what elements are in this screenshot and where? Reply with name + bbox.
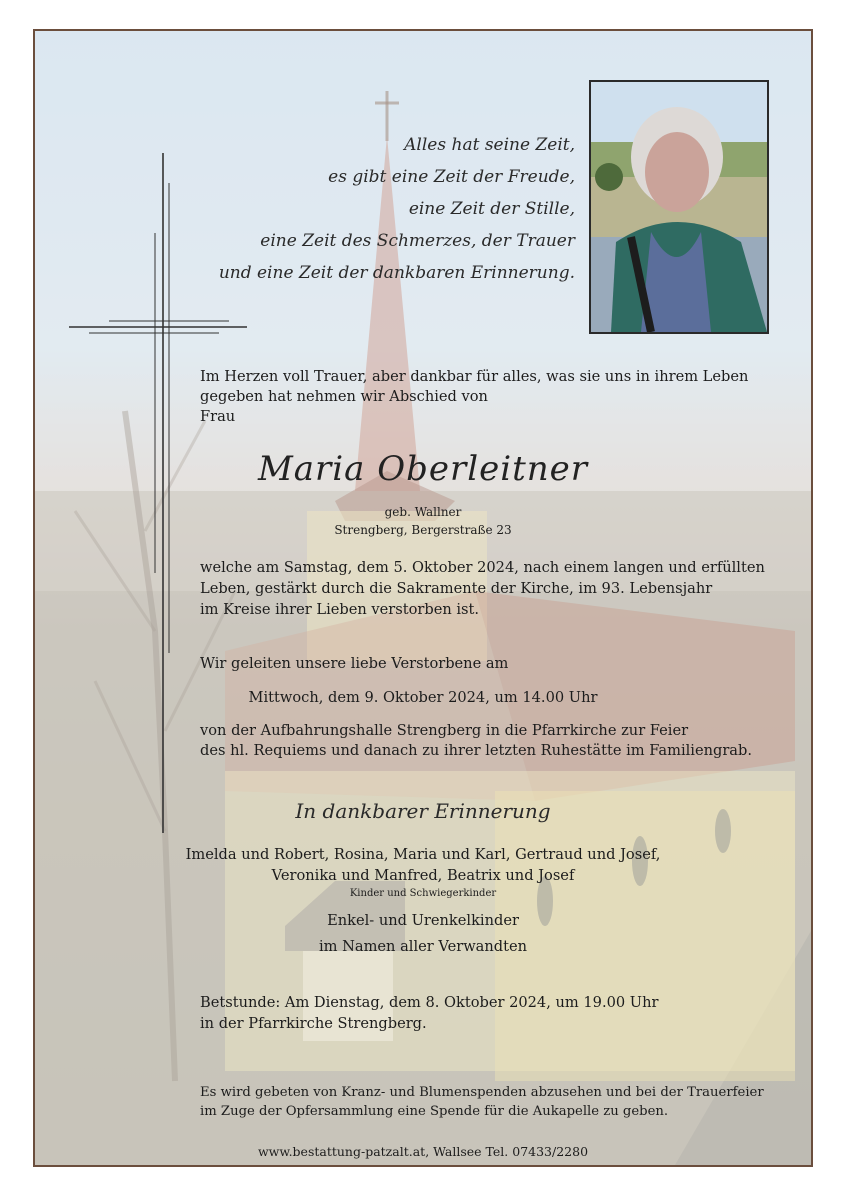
prayer-line: in der Pfarrkirche Strengberg. [200, 1015, 427, 1032]
donation-line: Es wird gebeten von Kranz- und Blumenspenden abzusehen und bei der Trauerfeier [200, 1085, 764, 1100]
intro-line: Frau [200, 408, 236, 425]
mourners-line: im Namen aller Verwandten [318, 938, 528, 955]
mourners-relation: Kinder und Schwiegerkinder [349, 888, 497, 899]
donation-line: im Zuge der Opfersammlung eine Spende für die Aukapelle zu geben. [200, 1104, 669, 1119]
funeral-date: Mittwoch, dem 9. Oktober 2024, um 14.00 Uhr [248, 689, 598, 706]
funeral-intro: Wir geleiten unsere liebe Verstorbene am [200, 655, 509, 672]
mourners-line: Imelda und Robert, Rosina, Maria und Karl, Gertraud und Josef, [185, 846, 661, 863]
death-text-line: im Kreise ihrer Lieben verstorben ist. [200, 601, 480, 618]
intro-line: gegeben hat nehmen wir Abschied von [200, 388, 488, 405]
quote-line: eine Zeit der Stille, [408, 199, 575, 219]
portrait-photo [589, 80, 769, 334]
quote-line: und eine Zeit der dankbaren Erinnerung. [218, 263, 575, 283]
intro-line: Im Herzen voll Trauer, aber dankbar für alles, was sie uns in ihrem Leben [200, 368, 749, 385]
quote-line: es gibt eine Zeit der Freude, [328, 167, 575, 187]
quote-line: eine Zeit des Schmerzes, der Trauer [260, 231, 575, 251]
quote-block [175, 129, 575, 289]
funeral-line: des hl. Requiems und danach zu ihrer letzten Ruhestätte im Familiengrab. [200, 742, 752, 759]
death-text-line: Leben, gestärkt durch die Sakramente der Kirche, im 93. Lebensjahr [200, 580, 713, 597]
footer-contact: www.bestattung-patzalt.at, Wallsee Tel. 07433/2280 [257, 1144, 589, 1159]
birth-name: geb. Wallner [384, 505, 462, 519]
mourners-line: Enkel- und Urenkelkinder [327, 912, 519, 929]
death-text-line: welche am Samstag, dem 5. Oktober 2024, nach einem langen und erfüllten [200, 559, 765, 576]
quote-line: Alles hat seine Zeit, [404, 135, 575, 155]
mourners-heading: In dankbarer Erinnerung [295, 799, 551, 823]
funeral-line: von der Aufbahrungshalle Strengberg in die Pfarrkirche zur Feier [200, 722, 689, 739]
obituary-card [33, 29, 813, 1167]
deceased-name: Maria Oberleitner [257, 449, 589, 489]
prayer-line: Betstunde: Am Dienstag, dem 8. Oktober 2024, um 19.00 Uhr [200, 994, 659, 1011]
mourners-line: Veronika und Manfred, Beatrix und Josef [271, 867, 575, 884]
deceased-address: Strengberg, Bergerstraße 23 [334, 523, 512, 537]
